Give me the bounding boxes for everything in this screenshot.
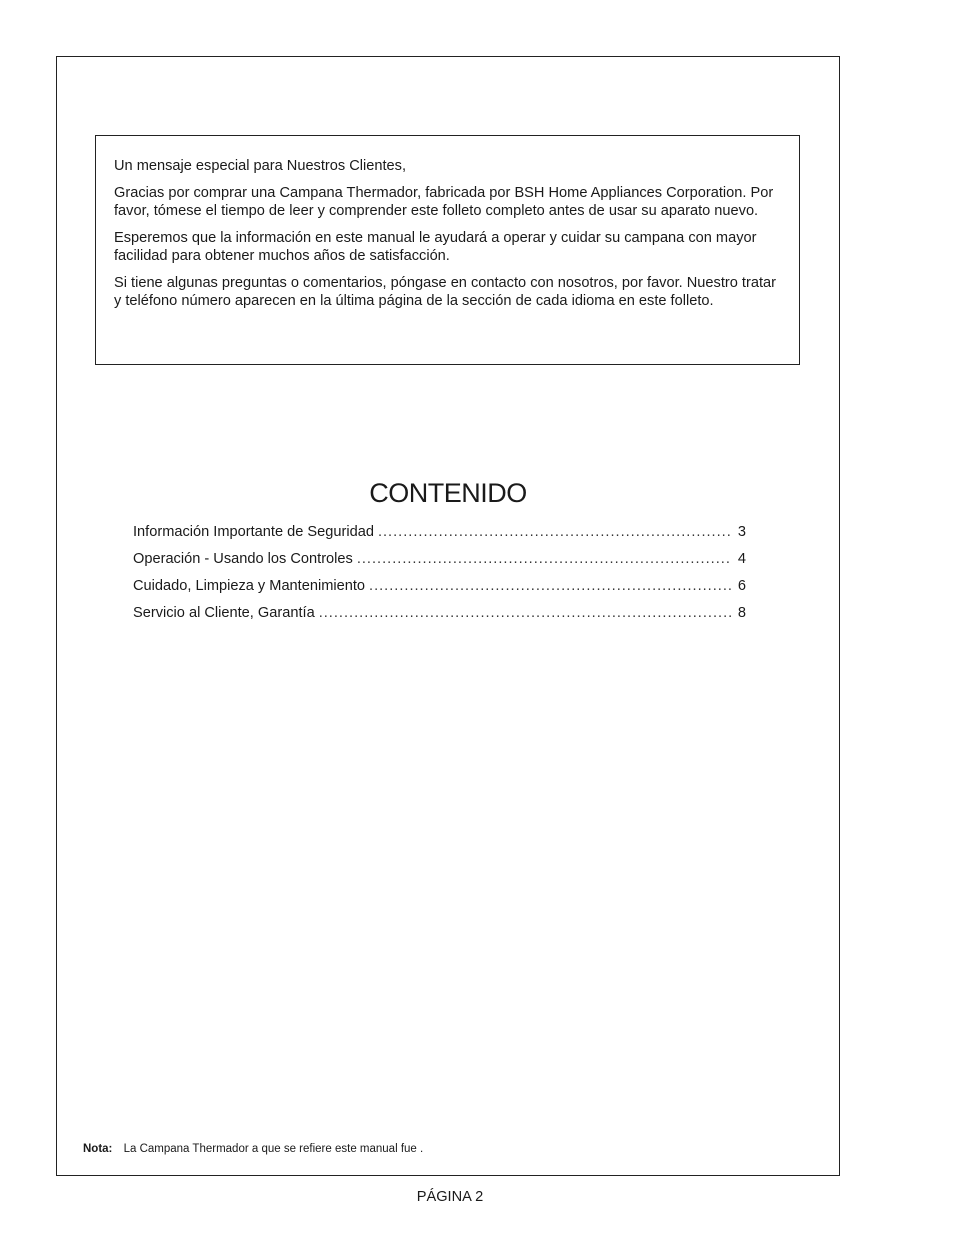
footnote <box>83 1143 423 1155</box>
table-of-contents <box>133 524 746 632</box>
toc-entry-label: Información Importante de Seguridad <box>133 524 374 540</box>
footnote-label: Nota: <box>83 1143 113 1155</box>
footnote-text: La Campana Thermador a que se refiere este manual fue . <box>123 1143 424 1155</box>
page-number: PÁGINA 2 <box>416 1189 484 1205</box>
toc-entry-label: Servicio al Cliente, Garantía <box>133 605 315 621</box>
toc-entry-page: 8 <box>737 605 746 621</box>
message-paragraph: Esperemos que la información en este manual le ayudará a operar y cuidar su campana con mayor facilidad para obtener muchos años de satisfacción. <box>114 229 757 264</box>
toc-title: CONTENIDO <box>369 478 527 508</box>
toc-entry-label: Operación - Usando los Controles <box>133 551 353 567</box>
message-paragraph: Gracias por comprar una Campana Thermador, fabricada por BSH Home Appliances Corporation. Por favor, tómese el tiempo de leer y comprender este folleto completo antes de usar su aparato nuevo. <box>114 184 774 219</box>
toc-leader-dots <box>369 578 732 594</box>
toc-entry[interactable] <box>133 578 746 605</box>
message-greeting: Un mensaje especial para Nuestros Clientes, <box>114 158 407 174</box>
toc-entry-label: Cuidado, Limpieza y Mantenimiento <box>133 578 366 594</box>
toc-entry-page: 6 <box>737 578 746 594</box>
message-paragraph: Si tiene algunas preguntas o comentarios, póngase en contacto con nosotros, por favor. Nuestro tratar y teléfono número aparecen en la última página de la sección de cada idioma en este folleto. <box>114 274 776 309</box>
toc-entry[interactable] <box>133 551 746 578</box>
toc-leader-dots <box>378 524 732 540</box>
toc-entry-page: 3 <box>737 524 746 540</box>
toc-entry[interactable] <box>133 524 746 551</box>
toc-leader-dots <box>357 551 732 567</box>
toc-entry-page: 4 <box>737 551 746 567</box>
toc-entry[interactable] <box>133 605 746 632</box>
customer-message-box <box>95 135 800 365</box>
toc-leader-dots <box>319 605 732 621</box>
